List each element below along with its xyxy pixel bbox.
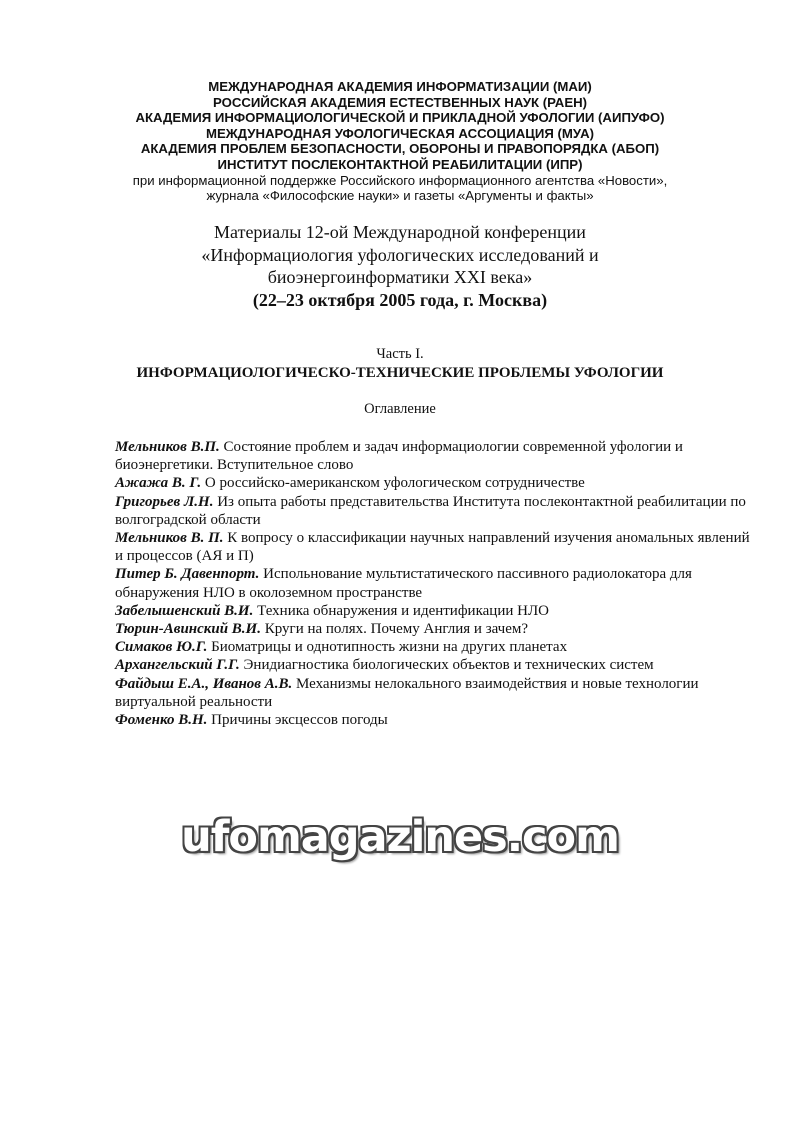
support-line: при информационной поддержке Российского информационного агентства «Новости», (132, 172, 668, 188)
toc-entry (115, 602, 755, 620)
part-heading: ИНФОРМАЦИОЛОГИЧЕСКО-ТЕХНИЧЕСКИЕ ПРОБЛЕМЫ УФОЛОГИИ (136, 365, 664, 381)
toc-entry-author: Ажажа В. Г. (115, 475, 202, 492)
conference-title (0, 221, 800, 311)
org-line: АКАДЕМИЯ ИНФОРМАЦИОЛОГИЧЕСКОЙ И ПРИКЛАДНОЙ УФОЛОГИИ (АИПУФО) (135, 110, 665, 126)
toc-title: Оглавление (364, 401, 436, 417)
title-line: биоэнергоинформатики XXI века» (267, 267, 533, 287)
watermark: ufomagazines.com (181, 812, 619, 862)
toc-entry-title: О российско-американском уфологическом сотрудничестве (201, 475, 585, 492)
toc-entry (115, 493, 755, 529)
toc-entry-author: Забелышенский В.И. (115, 602, 254, 619)
toc-entry-title: Механизмы нелокального взаимодействия и новые технологии виртуальной реальности (115, 675, 699, 710)
toc-entry-author: Питер Б. Давенпорт. (115, 566, 260, 583)
toc-entry-author: Архангельский Г.Г. (115, 657, 240, 674)
org-line: ИНСТИТУТ ПОСЛЕКОНТАКТНОЙ РЕАБИЛИТАЦИИ (ИПР) (217, 156, 583, 172)
toc-entry-author: Фоменко В.Н. (115, 712, 208, 729)
support-line: журнала «Философские науки» и газеты «Аргументы и факты» (206, 188, 594, 204)
toc-entry-title: Состояние проблем и задач информациологии современной уфологии и биоэнергетики. Вступительное слово (115, 439, 683, 474)
org-line: АКАДЕМИЯ ПРОБЛЕМ БЕЗОПАСНОСТИ, ОБОРОНЫ И ПРАВОПОРЯДКА (АБОП) (140, 141, 660, 157)
part-header (0, 345, 800, 383)
toc-entry-author: Григорьев Л.Н. (115, 493, 214, 510)
toc-entry-author: Мельников В.П. (115, 439, 220, 455)
toc-entry-title: Техника обнаружения и идентификации НЛО (253, 602, 549, 619)
toc-entry (115, 711, 755, 729)
toc-entry-title: Биоматрицы и однотипность жизни на других планетах (207, 639, 568, 656)
toc-entry-title: К вопросу о классификации научных направлений изучения аномальных явлений и процессов (АЯ и П) (115, 530, 750, 565)
conference-dates: (22–23 октября 2005 года, г. Москва) (252, 289, 548, 310)
toc-entry (115, 656, 755, 674)
toc-entry-title: Энидиагностика биологических объектов и технических систем (239, 657, 654, 674)
toc-entry (115, 675, 755, 711)
org-line: РОССИЙСКАЯ АКАДЕМИЯ ЕСТЕСТВЕННЫХ НАУК (РАЕН) (212, 94, 588, 110)
toc-entry-author: Тюрин-Авинский В.И. (115, 621, 261, 638)
toc-entry-title: Из опыта работы представительства Института послеконтактной реабилитации по волгоградской области (115, 493, 746, 528)
org-line: МЕЖДУНАРОДНАЯ УФОЛОГИЧЕСКАЯ АССОЦИАЦИЯ (МУА) (205, 125, 594, 141)
toc-entry-author: Симаков Ю.Г. (115, 639, 208, 656)
toc-entry (115, 638, 755, 656)
organizations-header (0, 79, 800, 204)
title-line: «Информациология уфологических исследований и (201, 244, 599, 265)
toc-entry (115, 565, 755, 601)
toc-entry (115, 529, 755, 565)
toc-entry-author: Мельников В. П. (115, 530, 224, 547)
toc-entry-title: Причины эксцессов погоды (207, 712, 388, 729)
toc-entry (115, 474, 755, 492)
toc-entry (115, 620, 755, 638)
toc-entry-title: Круги на полях. Почему Англия и зачем? (260, 621, 529, 638)
toc-entry (115, 438, 755, 474)
part-label: Часть I. (376, 346, 424, 362)
toc-entry-author: Файдыш Е.А., Иванов А.В. (115, 675, 293, 692)
toc-entry-title: Испольнование мультистатического пассивного радиолокатора для обнаружения НЛО в околоземном пространстве (115, 566, 692, 601)
title-line: Материалы 12-ой Международной конференции (214, 222, 586, 242)
org-line: МЕЖДУНАРОДНАЯ АКАДЕМИЯ ИНФОРМАТИЗАЦИИ (МАИ) (208, 79, 592, 94)
table-of-contents (115, 438, 755, 729)
